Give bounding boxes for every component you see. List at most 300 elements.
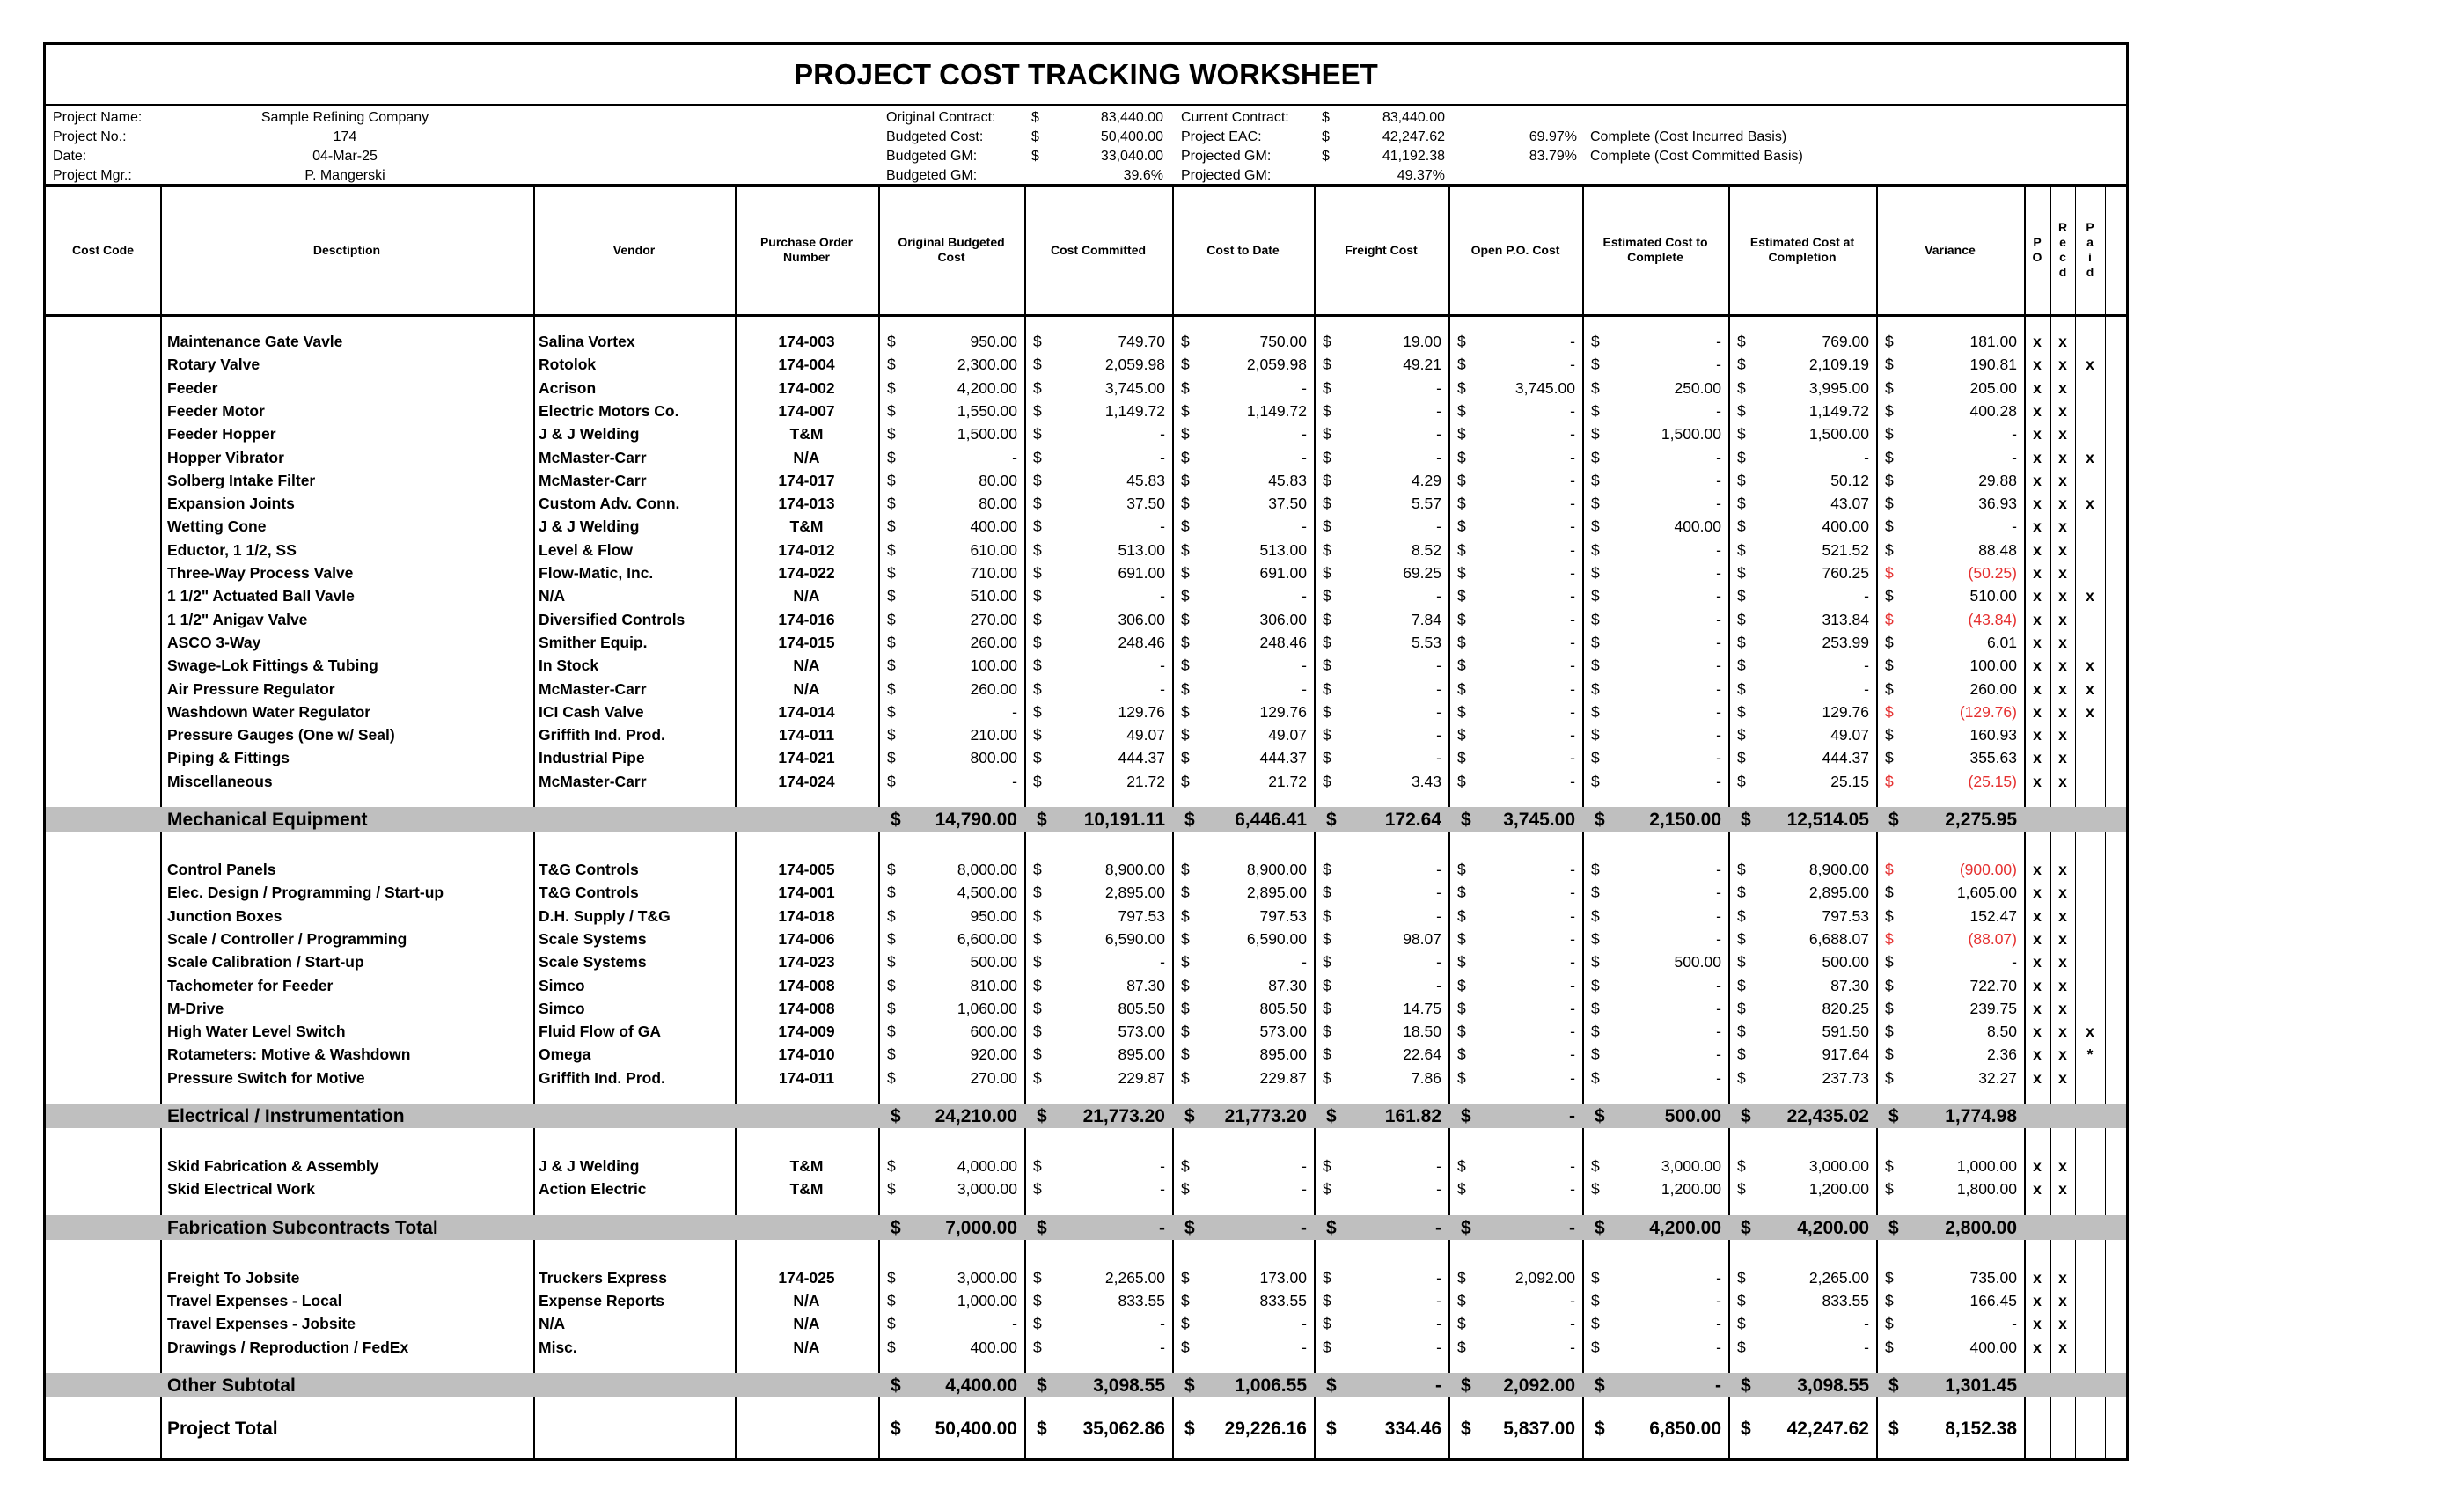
row-amount: - xyxy=(1716,633,1721,651)
row-amount-currency: $ xyxy=(1737,929,1746,948)
row-amount-currency: $ xyxy=(1033,656,1042,675)
table-row xyxy=(46,881,2126,904)
subtotal-amount-currency: $ xyxy=(1184,1375,1195,1396)
row-amount: 400.00 xyxy=(1674,517,1721,536)
row-amount: - xyxy=(1012,448,1017,466)
row-amount: - xyxy=(1570,633,1575,651)
row-amount: - xyxy=(1302,1338,1307,1356)
row-amount: - xyxy=(1716,656,1721,675)
row-amount: 805.50 xyxy=(1259,999,1307,1017)
row-amount: 500.00 xyxy=(1822,953,1869,972)
row-po-flag: x xyxy=(2033,884,2042,902)
row-recd-flag: x xyxy=(2058,356,2067,374)
row-amount-currency: $ xyxy=(1033,610,1042,628)
column-header-paid-letters xyxy=(2086,220,2094,280)
row-amount-currency: $ xyxy=(1885,540,1894,559)
row-vendor: McMaster-Carr xyxy=(539,448,647,466)
row-amount-currency: $ xyxy=(1033,679,1042,698)
row-amount: 444.37 xyxy=(1822,749,1869,767)
table-row xyxy=(46,1155,2126,1177)
subtotal-amount-currency: $ xyxy=(1326,1217,1337,1238)
row-amount-currency: $ xyxy=(1737,1180,1746,1199)
row-vendor: Diversified Controls xyxy=(539,610,686,628)
row-description: 1 1/2" Anigav Valve xyxy=(167,610,308,628)
row-recd-flag: x xyxy=(2058,1268,2067,1287)
row-amount-currency: $ xyxy=(1737,726,1746,744)
row-amount: 160.93 xyxy=(1969,726,2017,744)
row-amount: - xyxy=(1864,587,1869,605)
row-amount: - xyxy=(1436,749,1441,767)
subtotal-amount: 6,446.41 xyxy=(1235,810,1307,830)
table-row xyxy=(46,377,2126,400)
row-recd-flag: x xyxy=(2058,772,2067,790)
row-amount-currency: $ xyxy=(1033,1268,1042,1287)
row-po-number: N/A xyxy=(793,1315,820,1333)
subtotal-amount-currency: $ xyxy=(1461,1217,1471,1238)
row-amount: - xyxy=(1570,540,1575,559)
row-amount: 237.73 xyxy=(1822,1068,1869,1087)
row-amount: 400.00 xyxy=(1969,1338,2017,1356)
row-amount: 3,995.00 xyxy=(1808,378,1869,397)
row-description: Travel Expenses - Jobsite xyxy=(167,1315,356,1333)
row-paid-flag xyxy=(2075,928,2105,950)
row-amount-currency: $ xyxy=(1323,749,1331,767)
row-po-flag: x xyxy=(2033,401,2042,420)
row-amount: 1,000.00 xyxy=(957,1291,1017,1309)
row-amount: 7.86 xyxy=(1411,1068,1441,1087)
row-vendor: T&G Controls xyxy=(539,884,639,902)
row-amount: 735.00 xyxy=(1969,1268,2017,1287)
row-vendor: Acrison xyxy=(539,378,597,397)
row-amount-currency: $ xyxy=(1457,471,1466,489)
project-total-amount-currency: $ xyxy=(1741,1418,1751,1439)
row-amount: 444.37 xyxy=(1259,749,1307,767)
row-amount: - xyxy=(1570,448,1575,466)
row-paid-flag xyxy=(2075,770,2105,793)
column-header-original-budget: Original Budgeted Cost xyxy=(898,235,1005,264)
row-vendor: D.H. Supply / T&G xyxy=(539,906,671,925)
row-amount: 920.00 xyxy=(970,1045,1017,1064)
row-description: Expansion Joints xyxy=(167,495,295,513)
row-po-flag: x xyxy=(2033,726,2042,744)
row-paid-flag xyxy=(2075,330,2105,353)
info-value: 04-Mar-25 xyxy=(312,149,378,164)
row-amount-currency: $ xyxy=(1591,378,1600,397)
row-amount: 1,060.00 xyxy=(957,999,1017,1017)
project-total-amount-currency: $ xyxy=(1037,1418,1047,1439)
row-amount-currency: $ xyxy=(1591,610,1600,628)
row-amount-currency: $ xyxy=(1737,401,1746,420)
row-amount: - xyxy=(1160,1338,1165,1356)
row-amount: 49.07 xyxy=(1830,726,1869,744)
row-amount-currency: $ xyxy=(887,702,896,721)
row-vendor: Griffith Ind. Prod. xyxy=(539,726,665,744)
row-po-number: 174-012 xyxy=(778,540,835,559)
row-description: Control Panels xyxy=(167,861,276,878)
row-amount-currency: $ xyxy=(1323,540,1331,559)
row-amount-currency: $ xyxy=(1033,401,1042,420)
row-amount-currency: $ xyxy=(1033,953,1042,972)
column-header-freight: Freight Cost xyxy=(1345,242,1418,257)
table-row xyxy=(46,492,2126,515)
row-vendor: Industrial Pipe xyxy=(539,749,645,767)
row-amount: 100.00 xyxy=(970,656,1017,675)
row-amount-currency: $ xyxy=(1033,1291,1042,1309)
row-amount-currency: $ xyxy=(1591,679,1600,698)
row-amount: 3,000.00 xyxy=(957,1268,1017,1287)
row-recd-flag: x xyxy=(2058,540,2067,559)
row-po-flag: x xyxy=(2033,679,2042,698)
row-amount-currency: $ xyxy=(887,1338,896,1356)
row-amount: - xyxy=(1570,679,1575,698)
header-letter: d xyxy=(2058,265,2067,279)
row-amount: 1,605.00 xyxy=(1956,884,2017,902)
row-amount-currency: $ xyxy=(1591,999,1600,1017)
row-amount-currency: $ xyxy=(887,587,896,605)
row-amount-currency: $ xyxy=(887,679,896,698)
table-row xyxy=(46,1312,2126,1335)
row-amount: 8,900.00 xyxy=(1246,861,1307,878)
table-row xyxy=(46,539,2126,561)
row-vendor: Level & Flow xyxy=(539,540,633,559)
row-recd-flag: x xyxy=(2058,401,2067,420)
row-amount-currency: $ xyxy=(1181,425,1190,444)
row-amount: 444.37 xyxy=(1118,749,1165,767)
row-amount-currency: $ xyxy=(1033,540,1042,559)
project-total-amount: 6,850.00 xyxy=(1649,1418,1721,1439)
row-amount: 210.00 xyxy=(970,726,1017,744)
row-amount-currency: $ xyxy=(1457,1338,1466,1356)
row-amount-currency: $ xyxy=(1033,884,1042,902)
info-value: 41,192.38 xyxy=(1382,149,1445,164)
row-amount: 270.00 xyxy=(970,610,1017,628)
subtotal-row xyxy=(46,1104,2126,1128)
row-paid-flag: x xyxy=(2086,587,2094,605)
row-vendor: N/A xyxy=(539,1315,566,1333)
row-description: Hopper Vibrator xyxy=(167,448,284,466)
row-po-number: 174-005 xyxy=(778,861,835,878)
row-amount: - xyxy=(1570,356,1575,374)
row-amount-currency: $ xyxy=(1885,1045,1894,1064)
row-amount: 229.87 xyxy=(1118,1068,1165,1087)
info-label: Project Mgr.: xyxy=(53,168,132,183)
row-amount: - xyxy=(1570,772,1575,790)
row-po-flag: x xyxy=(2033,999,2042,1017)
row-amount: 6.01 xyxy=(1986,633,2017,651)
row-po-flag: x xyxy=(2033,976,2042,994)
row-recd-flag: x xyxy=(2058,656,2067,675)
row-po-number: N/A xyxy=(793,679,820,698)
column-header-cost-code: Cost Code xyxy=(72,242,134,257)
row-amount: (43.84) xyxy=(1968,610,2017,628)
row-amount-currency: $ xyxy=(1457,378,1466,397)
subtotal-amount-currency: $ xyxy=(1888,1217,1899,1238)
row-recd-flag: x xyxy=(2058,633,2067,651)
row-amount-currency: $ xyxy=(1885,1180,1894,1199)
row-amount-currency: $ xyxy=(887,356,896,374)
row-amount: - xyxy=(1716,356,1721,374)
row-amount: - xyxy=(1436,587,1441,605)
subtotal-amount: 14,790.00 xyxy=(935,810,1017,830)
row-amount-currency: $ xyxy=(1323,356,1331,374)
row-amount: 760.25 xyxy=(1822,564,1869,582)
row-amount: 306.00 xyxy=(1118,610,1165,628)
row-amount: 43.07 xyxy=(1830,495,1869,513)
row-amount-currency: $ xyxy=(1323,517,1331,536)
subtotal-amount: 24,210.00 xyxy=(935,1106,1017,1126)
row-vendor: Scale Systems xyxy=(539,929,647,948)
row-amount: 80.00 xyxy=(979,495,1017,513)
row-paid-flag xyxy=(2075,723,2105,746)
row-amount-currency: $ xyxy=(1033,702,1042,721)
row-description: Drawings / Reproduction / FedEx xyxy=(167,1338,409,1356)
row-recd-flag: x xyxy=(2058,517,2067,536)
row-vendor: J & J Welding xyxy=(539,425,640,444)
row-po-number: T&M xyxy=(789,425,824,444)
info-currency: $ xyxy=(1322,149,1330,164)
row-paid-flag xyxy=(2075,1312,2105,1335)
row-amount-currency: $ xyxy=(887,564,896,582)
row-amount: 6,688.07 xyxy=(1808,929,1869,948)
row-amount: - xyxy=(1570,929,1575,948)
row-amount: - xyxy=(1436,448,1441,466)
subtotal-amount: 12,514.05 xyxy=(1786,810,1869,830)
row-po-flag: x xyxy=(2033,356,2042,374)
row-amount-currency: $ xyxy=(1737,587,1746,605)
row-paid-flag: x xyxy=(2086,702,2094,721)
row-amount-currency: $ xyxy=(1885,1291,1894,1309)
row-amount-currency: $ xyxy=(1885,884,1894,902)
row-amount-currency: $ xyxy=(1033,471,1042,489)
row-amount-currency: $ xyxy=(1323,1315,1331,1333)
table-row xyxy=(46,723,2126,746)
row-po-flag: x xyxy=(2033,495,2042,513)
row-amount: (129.76) xyxy=(1959,702,2017,721)
subtotal-amount: 3,098.55 xyxy=(1797,1375,1869,1396)
row-vendor: Expense Reports xyxy=(539,1291,664,1309)
row-amount-currency: $ xyxy=(1033,633,1042,651)
row-amount: - xyxy=(1570,425,1575,444)
row-po-number: 174-023 xyxy=(778,953,835,972)
table-row xyxy=(46,353,2126,376)
row-amount-currency: $ xyxy=(887,610,896,628)
row-amount: - xyxy=(1302,953,1307,972)
column-header-po-number: Purchase Order Number xyxy=(759,235,854,264)
row-po-flag: x xyxy=(2033,425,2042,444)
row-amount-currency: $ xyxy=(1885,749,1894,767)
row-description: ASCO 3-Way xyxy=(167,633,261,651)
table-row xyxy=(46,1067,2126,1089)
row-amount-currency: $ xyxy=(1591,1291,1600,1309)
table-row xyxy=(46,584,2126,607)
row-amount-currency: $ xyxy=(1323,1023,1331,1041)
row-amount-currency: $ xyxy=(1885,772,1894,790)
subtotal-amount: - xyxy=(1159,1217,1165,1238)
row-amount: - xyxy=(1570,333,1575,350)
info-currency: $ xyxy=(1031,129,1039,144)
row-po-flag: x xyxy=(2033,906,2042,925)
row-po-number: 174-022 xyxy=(778,564,835,582)
row-amount-currency: $ xyxy=(1457,679,1466,698)
row-amount: - xyxy=(1570,861,1575,878)
info-value: 174 xyxy=(333,129,357,144)
row-amount-currency: $ xyxy=(1181,401,1190,420)
row-recd-flag: x xyxy=(2058,1157,2067,1175)
row-amount-currency: $ xyxy=(1591,633,1600,651)
info-value: 83,440.00 xyxy=(1100,110,1163,125)
row-recd-flag: x xyxy=(2058,999,2067,1017)
table-row xyxy=(46,631,2126,654)
row-amount-currency: $ xyxy=(1591,564,1600,582)
row-amount: - xyxy=(2012,1315,2017,1333)
row-amount: - xyxy=(1864,679,1869,698)
subtotal-amount: - xyxy=(1569,1106,1575,1126)
row-po-flag: x xyxy=(2033,564,2042,582)
row-amount: - xyxy=(1716,1023,1721,1041)
row-amount-currency: $ xyxy=(1885,564,1894,582)
row-po-number: 174-024 xyxy=(778,772,835,790)
row-amount-currency: $ xyxy=(1033,999,1042,1017)
table-row xyxy=(46,469,2126,492)
row-amount-currency: $ xyxy=(1181,495,1190,513)
row-amount-currency: $ xyxy=(1457,633,1466,651)
row-amount: - xyxy=(1570,564,1575,582)
row-amount: 250.00 xyxy=(1674,378,1721,397)
row-amount: - xyxy=(1436,1157,1441,1175)
row-amount: - xyxy=(1160,448,1165,466)
row-amount: 2,895.00 xyxy=(1246,884,1307,902)
project-total-amount: 50,400.00 xyxy=(935,1418,1017,1439)
subtotal-amount: 2,092.00 xyxy=(1503,1375,1575,1396)
row-recd-flag: x xyxy=(2058,378,2067,397)
row-amount: 2,059.98 xyxy=(1104,356,1165,374)
row-amount-currency: $ xyxy=(1033,906,1042,925)
row-amount: 1,550.00 xyxy=(957,401,1017,420)
row-amount-currency: $ xyxy=(1737,702,1746,721)
subtotal-amount: - xyxy=(1715,1375,1721,1396)
row-amount-currency: $ xyxy=(1457,726,1466,744)
row-amount: - xyxy=(1570,884,1575,902)
row-amount: 3,000.00 xyxy=(1808,1157,1869,1175)
header-letter: i xyxy=(2088,250,2092,264)
row-amount: 260.00 xyxy=(1969,679,2017,698)
subtotal-amount: 4,200.00 xyxy=(1797,1217,1869,1238)
row-amount: - xyxy=(1716,679,1721,698)
row-description: Solberg Intake Filter xyxy=(167,471,316,489)
row-amount: 950.00 xyxy=(970,333,1017,350)
row-amount-currency: $ xyxy=(1323,1180,1331,1199)
row-amount-currency: $ xyxy=(1885,610,1894,628)
row-amount-currency: $ xyxy=(887,999,896,1017)
row-amount-currency: $ xyxy=(1323,1338,1331,1356)
row-amount-currency: $ xyxy=(887,953,896,972)
row-amount: - xyxy=(1436,1268,1441,1287)
row-amount: 129.76 xyxy=(1822,702,1869,721)
info-label: Budgeted GM: xyxy=(886,149,978,164)
subtotal-amount: 4,200.00 xyxy=(1649,1217,1721,1238)
info-currency: $ xyxy=(1322,129,1330,144)
row-amount: - xyxy=(1570,1291,1575,1309)
row-amount-currency: $ xyxy=(1457,1268,1466,1287)
row-amount-currency: $ xyxy=(1323,702,1331,721)
row-amount: 7.84 xyxy=(1411,610,1441,628)
row-amount-currency: $ xyxy=(1591,953,1600,972)
info-label: Budgeted GM: xyxy=(886,168,978,183)
subtotal-amount: - xyxy=(1569,1217,1575,1238)
subtotal-amount-currency: $ xyxy=(891,810,901,830)
row-amount: - xyxy=(1716,1315,1721,1333)
row-amount-currency: $ xyxy=(1457,999,1466,1017)
column-header-cost-to-date: Cost to Date xyxy=(1206,242,1280,257)
row-amount-currency: $ xyxy=(1885,495,1894,513)
row-amount: - xyxy=(1716,1268,1721,1287)
row-amount-currency: $ xyxy=(1457,540,1466,559)
row-amount-currency: $ xyxy=(1591,976,1600,994)
row-amount: 21.72 xyxy=(1268,772,1307,790)
row-paid-flag xyxy=(2075,1266,2105,1289)
row-po-number: N/A xyxy=(793,587,820,605)
row-description: Feeder Motor xyxy=(167,401,265,420)
row-po-number: 174-011 xyxy=(778,1068,835,1087)
row-amount: - xyxy=(1570,401,1575,420)
column-header-po-letters xyxy=(2033,235,2042,265)
row-amount-currency: $ xyxy=(1181,976,1190,994)
row-amount-currency: $ xyxy=(887,1315,896,1333)
subtotal-amount: 1,301.45 xyxy=(1945,1375,2017,1396)
row-paid-flag xyxy=(2075,1155,2105,1177)
row-amount: - xyxy=(1716,884,1721,902)
row-description: Wetting Cone xyxy=(167,517,267,536)
row-amount-currency: $ xyxy=(1737,495,1746,513)
row-amount: 205.00 xyxy=(1969,378,2017,397)
row-amount: - xyxy=(1160,587,1165,605)
subtotal-amount: 2,150.00 xyxy=(1649,810,1721,830)
row-amount-currency: $ xyxy=(887,929,896,948)
row-amount: - xyxy=(1570,702,1575,721)
row-amount: 5.57 xyxy=(1411,495,1441,513)
row-amount-currency: $ xyxy=(887,656,896,675)
row-amount: 5.53 xyxy=(1411,633,1441,651)
row-amount-currency: $ xyxy=(1885,976,1894,994)
header-letter: P xyxy=(2086,220,2094,234)
row-amount: - xyxy=(1160,953,1165,972)
row-amount-currency: $ xyxy=(1885,1068,1894,1087)
subtotal-label: Mechanical Equipment xyxy=(167,810,368,830)
row-description: Junction Boxes xyxy=(167,906,282,925)
row-amount: 87.30 xyxy=(1830,976,1869,994)
row-recd-flag: x xyxy=(2058,953,2067,972)
row-po-number: 174-001 xyxy=(778,884,835,902)
row-amount-currency: $ xyxy=(887,517,896,536)
row-amount: 895.00 xyxy=(1118,1045,1165,1064)
row-description: Miscellaneous xyxy=(167,772,273,790)
row-amount: 29.88 xyxy=(1978,471,2017,489)
row-amount: 2,092.00 xyxy=(1514,1268,1575,1287)
table-row xyxy=(46,446,2126,469)
table-row xyxy=(46,422,2126,445)
row-amount-currency: $ xyxy=(1457,749,1466,767)
row-amount-currency: $ xyxy=(1181,1268,1190,1287)
row-amount-currency: $ xyxy=(1181,656,1190,675)
row-amount: - xyxy=(1436,1315,1441,1333)
row-amount-currency: $ xyxy=(1737,906,1746,925)
table-row xyxy=(46,608,2126,631)
row-recd-flag: x xyxy=(2058,679,2067,698)
row-amount-currency: $ xyxy=(1033,378,1042,397)
info-value: 39.6% xyxy=(1123,168,1163,183)
row-amount: - xyxy=(1160,679,1165,698)
subtotal-amount: 172.64 xyxy=(1384,810,1441,830)
